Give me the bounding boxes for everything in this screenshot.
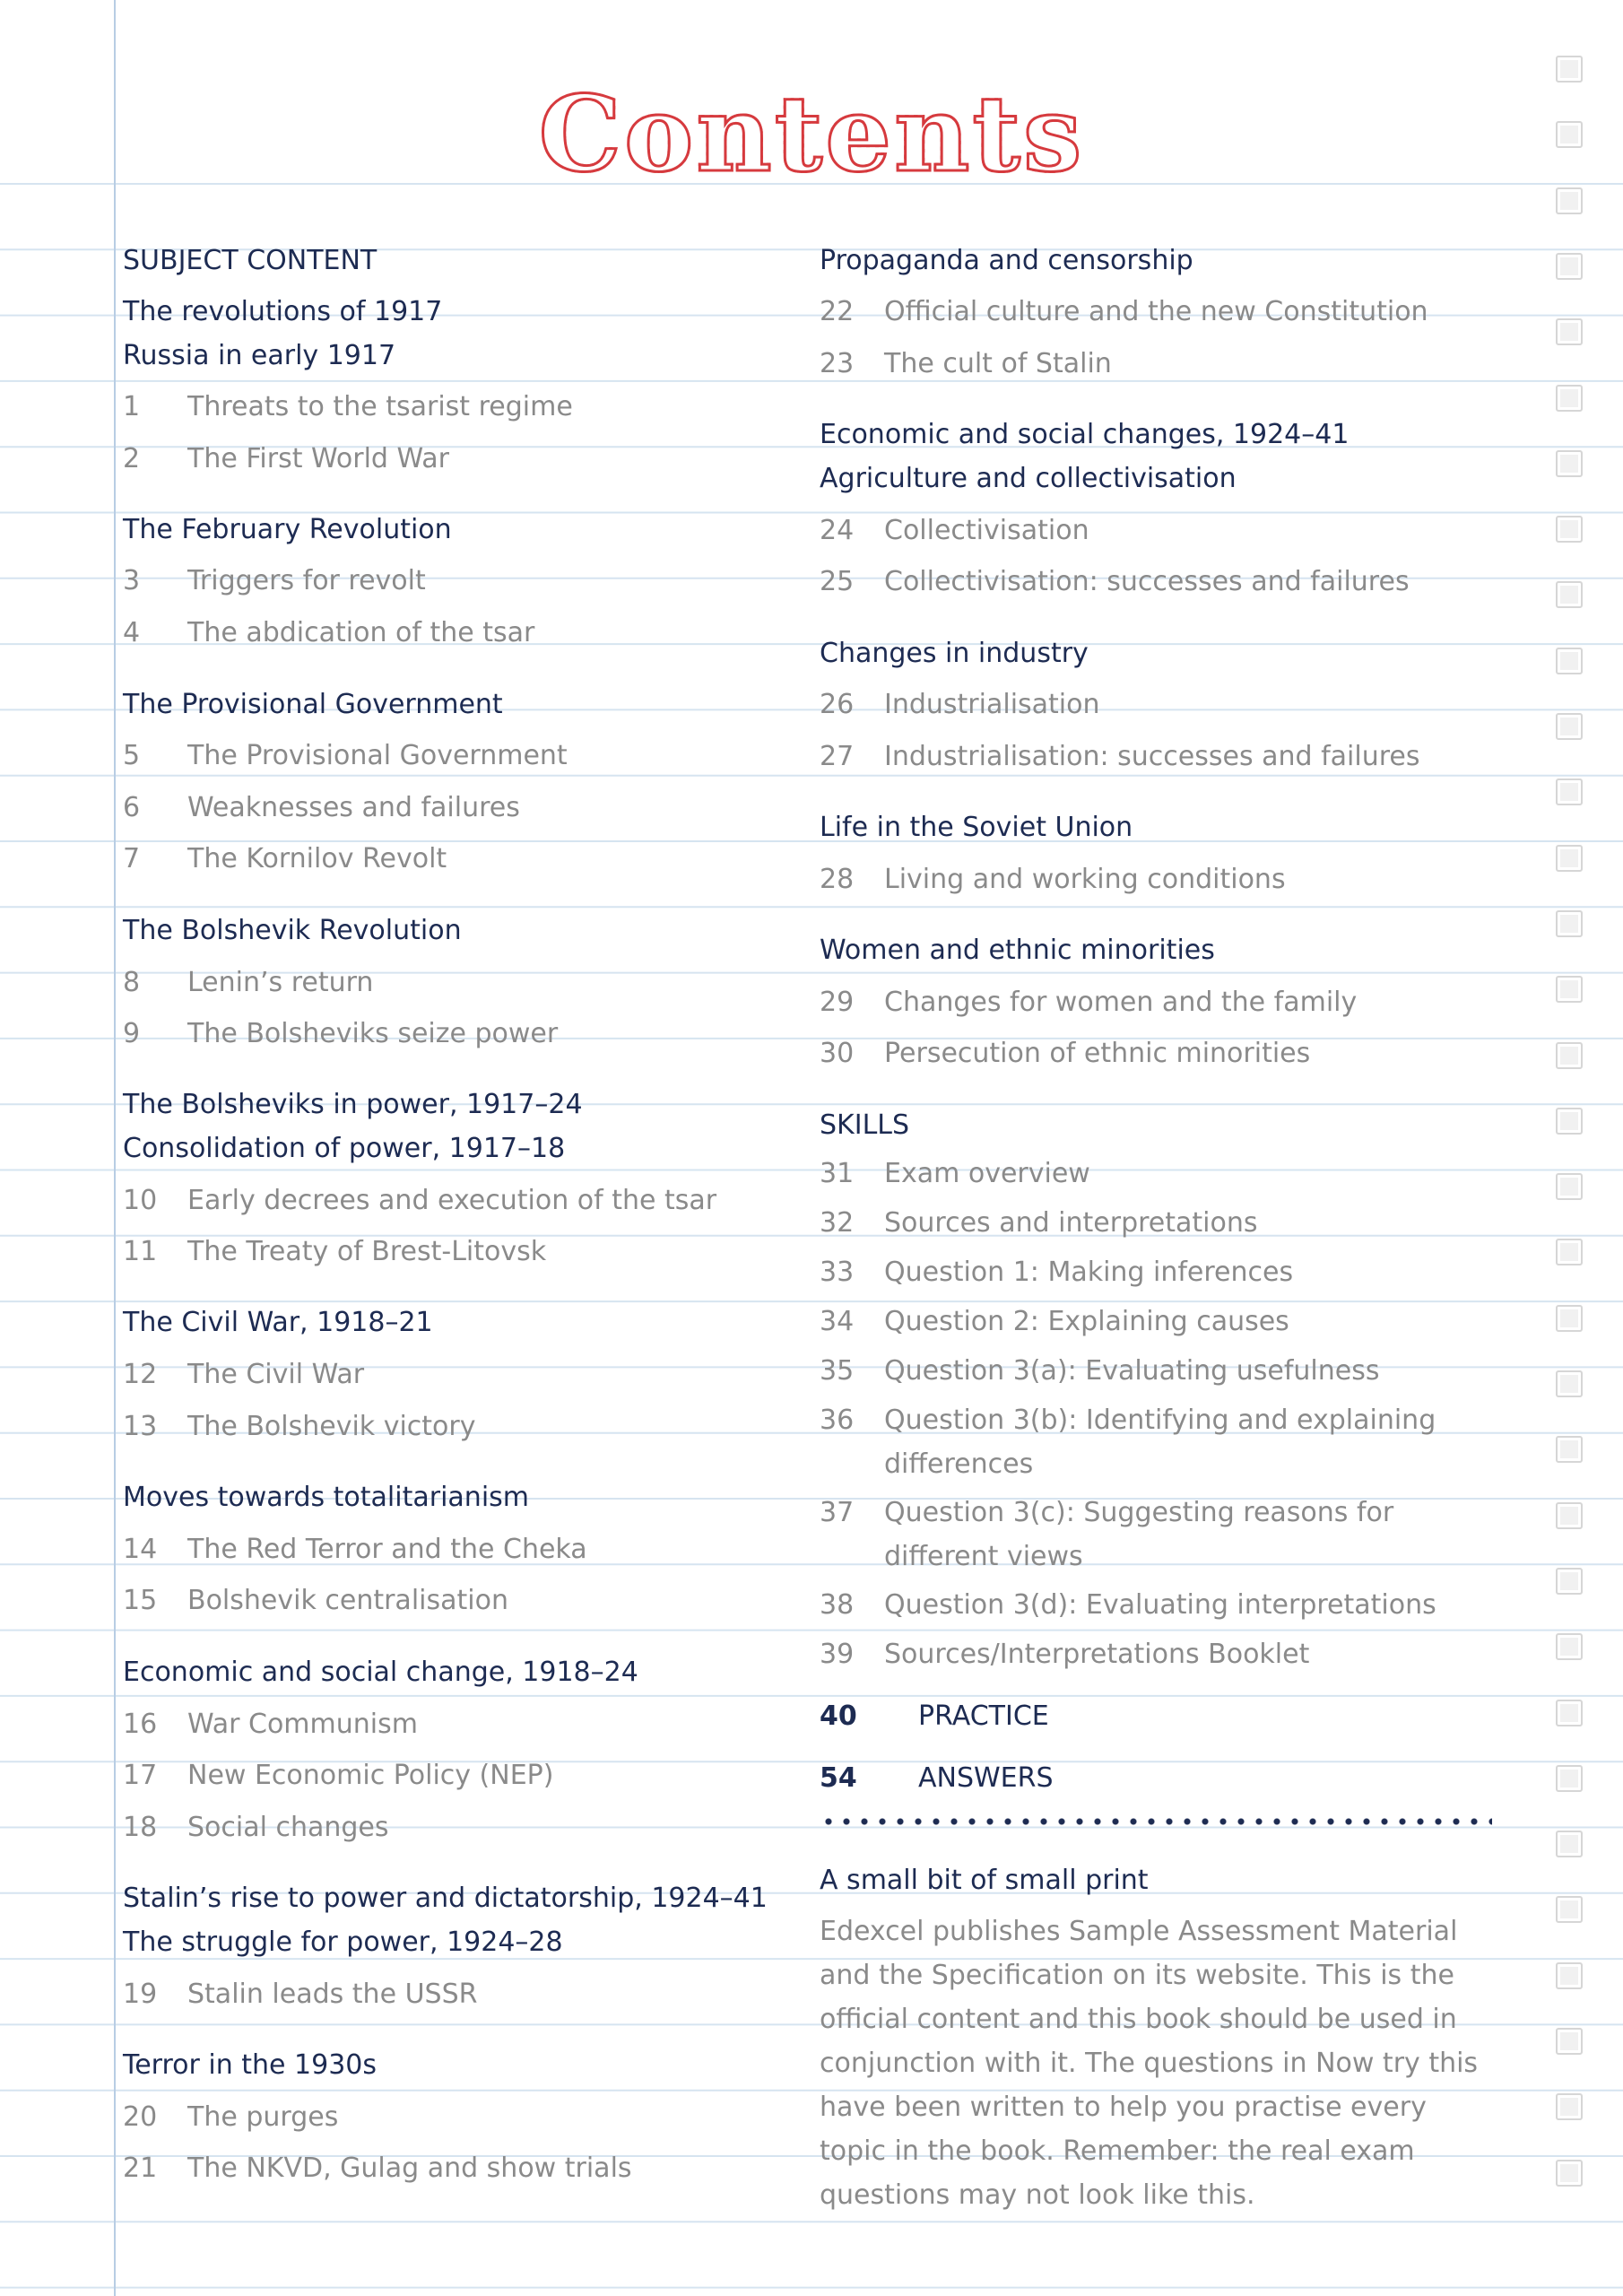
- page-number: 27: [820, 741, 855, 772]
- page-number: 30: [820, 1038, 855, 1069]
- page-title: Contents: [0, 83, 1623, 187]
- item-title: Collectivisation: successes and failures: [884, 566, 1410, 597]
- margin-checkbox[interactable]: [1556, 1042, 1583, 1069]
- page-number: 33: [820, 1257, 855, 1288]
- page-number: 8: [123, 967, 141, 998]
- page-number: 3: [123, 565, 141, 596]
- page-number: 34: [820, 1306, 855, 1337]
- item-title: Industrialisation: [884, 689, 1100, 720]
- item-title-continued: different views: [884, 1541, 1083, 1572]
- page-number: 22: [820, 296, 855, 327]
- margin-checkbox[interactable]: [1556, 1108, 1583, 1135]
- item-title: The Red Terror and the Cheka: [187, 1534, 587, 1565]
- margin-checkbox[interactable]: [1556, 318, 1583, 345]
- margin-checkbox[interactable]: [1556, 187, 1583, 214]
- margin-checkbox[interactable]: [1556, 253, 1583, 280]
- margin-checkbox[interactable]: [1556, 1700, 1583, 1726]
- page-number: 11: [123, 1236, 158, 1267]
- item-title: Changes for women and the family: [884, 987, 1358, 1018]
- dotted-divider: [820, 1815, 1492, 1828]
- page-number: 35: [820, 1355, 855, 1387]
- topic-heading-civil-war: The Civil War, 1918–21: [123, 1307, 433, 1338]
- topic-heading-economic-social-change: Economic and social change, 1918–24: [123, 1657, 638, 1688]
- page-number: 2: [123, 443, 141, 474]
- page-number: 29: [820, 987, 855, 1018]
- section-label-skills: SKILLS: [820, 1109, 910, 1141]
- margin-checkbox[interactable]: [1556, 450, 1583, 477]
- page-number: 19: [123, 1979, 158, 2010]
- item-title: Question 3(d): Evaluating interpretations: [884, 1589, 1436, 1621]
- page-number: 38: [820, 1589, 855, 1621]
- margin-checkbox[interactable]: [1556, 1370, 1583, 1397]
- margin-checkbox[interactable]: [1556, 2093, 1583, 2120]
- margin-checkbox[interactable]: [1556, 1765, 1583, 1792]
- page-number: 37: [820, 1497, 855, 1528]
- item-title: Sources and interpretations: [884, 1207, 1258, 1239]
- item-title: The abdication of the tsar: [187, 617, 535, 648]
- margin-checkbox[interactable]: [1556, 713, 1583, 740]
- page-number: 28: [820, 864, 855, 895]
- item-title: Exam overview: [884, 1158, 1090, 1189]
- topic-heading-provisional-government: The Provisional Government: [123, 689, 503, 720]
- margin-checkbox[interactable]: [1556, 2160, 1583, 2187]
- small-print-line: official content and this book should be used in: [820, 2004, 1457, 2035]
- margin-checkbox[interactable]: [1556, 516, 1583, 543]
- page-number: 1: [123, 391, 141, 422]
- page-number: 20: [123, 2101, 158, 2133]
- page-number: 17: [123, 1760, 158, 1791]
- section-heading-revolutions-1917: The revolutions of 1917: [123, 296, 443, 327]
- topic-heading-soviet-life: Life in the Soviet Union: [820, 812, 1133, 843]
- page-number: 39: [820, 1639, 855, 1670]
- item-title: Stalin leads the USSR: [187, 1979, 478, 2010]
- item-title: The Kornilov Revolt: [187, 843, 447, 874]
- topic-heading-consolidation-of-power: Consolidation of power, 1917–18: [123, 1133, 566, 1164]
- topic-heading-women-minorities: Women and ethnic minorities: [820, 935, 1215, 966]
- margin-checkbox[interactable]: [1556, 581, 1583, 608]
- small-print-heading: A small bit of small print: [820, 1865, 1149, 1896]
- item-title: Sources/Interpretations Booklet: [884, 1639, 1310, 1670]
- small-print-line: questions may not look like this.: [820, 2179, 1255, 2211]
- page-number: 15: [123, 1585, 158, 1616]
- margin-checkbox[interactable]: [1556, 845, 1583, 872]
- margin-checkbox[interactable]: [1556, 2028, 1583, 2055]
- margin-checkbox[interactable]: [1556, 778, 1583, 805]
- item-title: Bolshevik centralisation: [187, 1585, 508, 1616]
- margin-checkbox[interactable]: [1556, 976, 1583, 1003]
- item-title: Early decrees and execution of the tsar: [187, 1185, 717, 1216]
- item-title: Social changes: [187, 1812, 389, 1843]
- topic-heading-february-revolution: The February Revolution: [123, 514, 452, 545]
- item-title: The NKVD, Gulag and show trials: [187, 2152, 632, 2184]
- item-title: Official culture and the new Constitution: [884, 296, 1428, 327]
- page-number: 21: [123, 2152, 158, 2184]
- topic-heading-struggle-for-power: The struggle for power, 1924–28: [123, 1926, 563, 1958]
- page-number: 18: [123, 1812, 158, 1843]
- margin-checkbox[interactable]: [1556, 910, 1583, 937]
- margin-checkbox[interactable]: [1556, 1962, 1583, 1989]
- margin-checkbox[interactable]: [1556, 1568, 1583, 1595]
- page-number: 5: [123, 740, 141, 771]
- small-print-line: topic in the book. Remember: the real exam: [820, 2135, 1415, 2167]
- topic-heading-agriculture: Agriculture and collectivisation: [820, 463, 1237, 494]
- page-number: 32: [820, 1207, 855, 1239]
- margin-checkbox[interactable]: [1556, 121, 1583, 148]
- item-title: Weaknesses and failures: [187, 792, 520, 823]
- topic-heading-bolshevik-revolution: The Bolshevik Revolution: [123, 915, 462, 946]
- page-number: 24: [820, 515, 855, 546]
- item-title: Question 3(c): Suggesting reasons for: [884, 1497, 1394, 1528]
- page-number: 16: [123, 1709, 158, 1740]
- item-title: Persecution of ethnic minorities: [884, 1038, 1311, 1069]
- item-title: The First World War: [187, 443, 449, 474]
- item-title: Question 3(a): Evaluating usefulness: [884, 1355, 1380, 1387]
- small-print-line: have been written to help you practise every: [820, 2092, 1427, 2123]
- margin-checkbox[interactable]: [1556, 385, 1583, 412]
- page-number: 13: [123, 1411, 158, 1442]
- page-number: 23: [820, 348, 855, 379]
- item-title: The cult of Stalin: [884, 348, 1112, 379]
- topic-heading-propaganda: Propaganda and censorship: [820, 245, 1193, 276]
- item-title: Question 3(b): Identifying and explaining: [884, 1405, 1436, 1436]
- item-title: The purges: [187, 2101, 339, 2133]
- topic-heading-totalitarianism: Moves towards totalitarianism: [123, 1482, 530, 1513]
- item-title: The Bolshevik victory: [187, 1411, 476, 1442]
- item-title: ANSWERS: [918, 1762, 1054, 1794]
- item-title: The Treaty of Brest-Litovsk: [187, 1236, 547, 1267]
- small-print-line: and the Specification on its website. This is the: [820, 1960, 1454, 1991]
- page-number: 54: [820, 1762, 857, 1794]
- page-number: 12: [123, 1359, 158, 1390]
- topic-heading-russia-early-1917: Russia in early 1917: [123, 340, 396, 371]
- margin-checkbox[interactable]: [1556, 1896, 1583, 1923]
- margin-checkbox[interactable]: [1556, 1436, 1583, 1463]
- section-heading-bolsheviks-in-power: The Bolsheviks in power, 1917–24: [123, 1089, 583, 1120]
- topic-heading-terror-1930s: Terror in the 1930s: [123, 2049, 378, 2081]
- item-title: The Provisional Government: [187, 740, 568, 771]
- page-number: 36: [820, 1405, 855, 1436]
- item-title: New Economic Policy (NEP): [187, 1760, 554, 1791]
- margin-checkbox[interactable]: [1556, 1831, 1583, 1857]
- item-title: Lenin’s return: [187, 967, 374, 998]
- item-title: Industrialisation: successes and failures: [884, 741, 1420, 772]
- item-title: PRACTICE: [918, 1700, 1049, 1732]
- section-label-subject-content: SUBJECT CONTENT: [123, 245, 378, 276]
- section-heading-economic-social-changes: Economic and social changes, 1924–41: [820, 419, 1350, 450]
- item-title: Question 2: Explaining causes: [884, 1306, 1289, 1337]
- small-print-line: Edexcel publishes Sample Assessment Material: [820, 1916, 1458, 1947]
- item-title: Collectivisation: [884, 515, 1089, 546]
- topic-heading-industry: Changes in industry: [820, 638, 1089, 669]
- item-title: War Communism: [187, 1709, 418, 1740]
- page-number: 31: [820, 1158, 855, 1189]
- page-number: 6: [123, 792, 141, 823]
- item-title-continued: differences: [884, 1448, 1034, 1480]
- page-number: 25: [820, 566, 855, 597]
- margin-checkbox[interactable]: [1556, 1173, 1583, 1200]
- item-title: The Civil War: [187, 1359, 365, 1390]
- page-number: 7: [123, 843, 141, 874]
- item-title: The Bolsheviks seize power: [187, 1018, 559, 1049]
- item-title: Living and working conditions: [884, 864, 1286, 895]
- small-print-line: conjunction with it. The questions in Now try this: [820, 2048, 1479, 2079]
- section-heading-stalins-rise: Stalin’s rise to power and dictatorship, 1924–41: [123, 1883, 768, 1914]
- page-number: 9: [123, 1018, 141, 1049]
- page-number: 4: [123, 617, 141, 648]
- item-title: Triggers for revolt: [187, 565, 426, 596]
- item-title: Question 1: Making inferences: [884, 1257, 1294, 1288]
- page-number: 40: [820, 1700, 857, 1732]
- page-number: 10: [123, 1185, 158, 1216]
- margin-checkbox[interactable]: [1556, 1305, 1583, 1332]
- page-number: 26: [820, 689, 855, 720]
- margin-checkbox[interactable]: [1556, 1502, 1583, 1529]
- margin-checkbox[interactable]: [1556, 1239, 1583, 1265]
- item-title: Threats to the tsarist regime: [187, 391, 573, 422]
- page-number: 14: [123, 1534, 158, 1565]
- margin-checkbox[interactable]: [1556, 648, 1583, 674]
- margin-checkbox[interactable]: [1556, 1633, 1583, 1660]
- margin-checkbox[interactable]: [1556, 56, 1583, 83]
